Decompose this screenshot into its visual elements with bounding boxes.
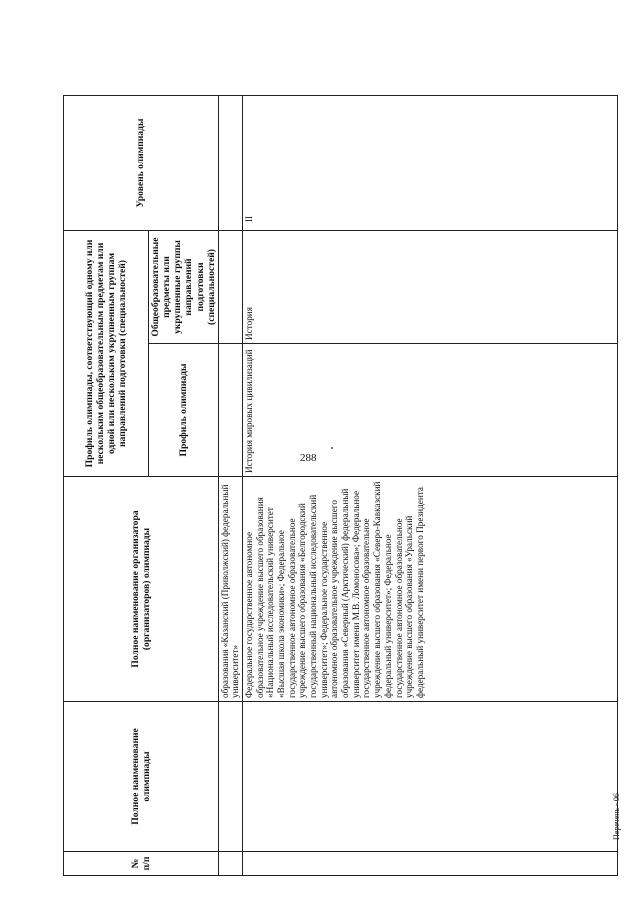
- page-number: 288: [300, 452, 317, 464]
- cell-organizer: Федеральное государственное автономное образовательное учреждение высшего образования «Национальный исследовательский университет «Высшая школа экономики»; Федеральное государственное автономное образовательное учреждение высшего образования «Белгородский государственный национальный исследовательский университет»; Федеральное государственное автономное образовательное учреждение высшего образования «Северный (Арктический) федеральный университет имени М.В. Ломоносова»; Федеральное государственное автономное образовательное учреждение высшего образования «Северо-Кавказский федеральный университет»; Федеральное государственное автономное образовательное учреждение высшего образования «Уральский федеральный университет имени первого Президента: [243, 477, 618, 702]
- header-subjects: Общеобразовательные предметы или укрупненные группы направлений подготовки (специальностей): [149, 231, 219, 344]
- header-num: № п/п: [64, 852, 219, 876]
- header-row-top: [64, 96, 149, 876]
- cell-level: [218, 96, 242, 231]
- cell-profile: История мировых цивилизаций: [243, 344, 618, 477]
- rotated-table-container: [63, 96, 618, 876]
- cell-full-name: [218, 702, 242, 852]
- cell-full-name: [243, 702, 618, 852]
- cell-subjects: История: [243, 231, 618, 344]
- cell-num: [218, 852, 242, 876]
- table-row: [243, 96, 618, 876]
- header-profile-group: Профиль олимпиады, соответствующий одному или нескольким общеобразовательным предметам или одной или нескольким укрупненным группам направлений подготовки (специальностей): [64, 231, 149, 477]
- cell-subjects: [218, 231, 242, 344]
- cell-level: II: [243, 96, 618, 231]
- olympiad-table: [63, 95, 618, 876]
- table-row-continuation: [218, 96, 242, 876]
- header-level: Уровень олимпиады: [64, 96, 219, 231]
- cell-profile: [218, 344, 242, 477]
- header-organizer: Полное наименование организатора (организаторов) олимпиады: [64, 477, 219, 702]
- cell-organizer: образования «Казанский (Приволжский) федеральный университет»: [218, 477, 242, 702]
- header-full-name: Полное наименование олимпиады: [64, 702, 219, 852]
- header-profile: Профиль олимпиады: [149, 344, 219, 477]
- footer-note: Перечень - 06: [612, 793, 621, 840]
- cell-num: [243, 852, 618, 876]
